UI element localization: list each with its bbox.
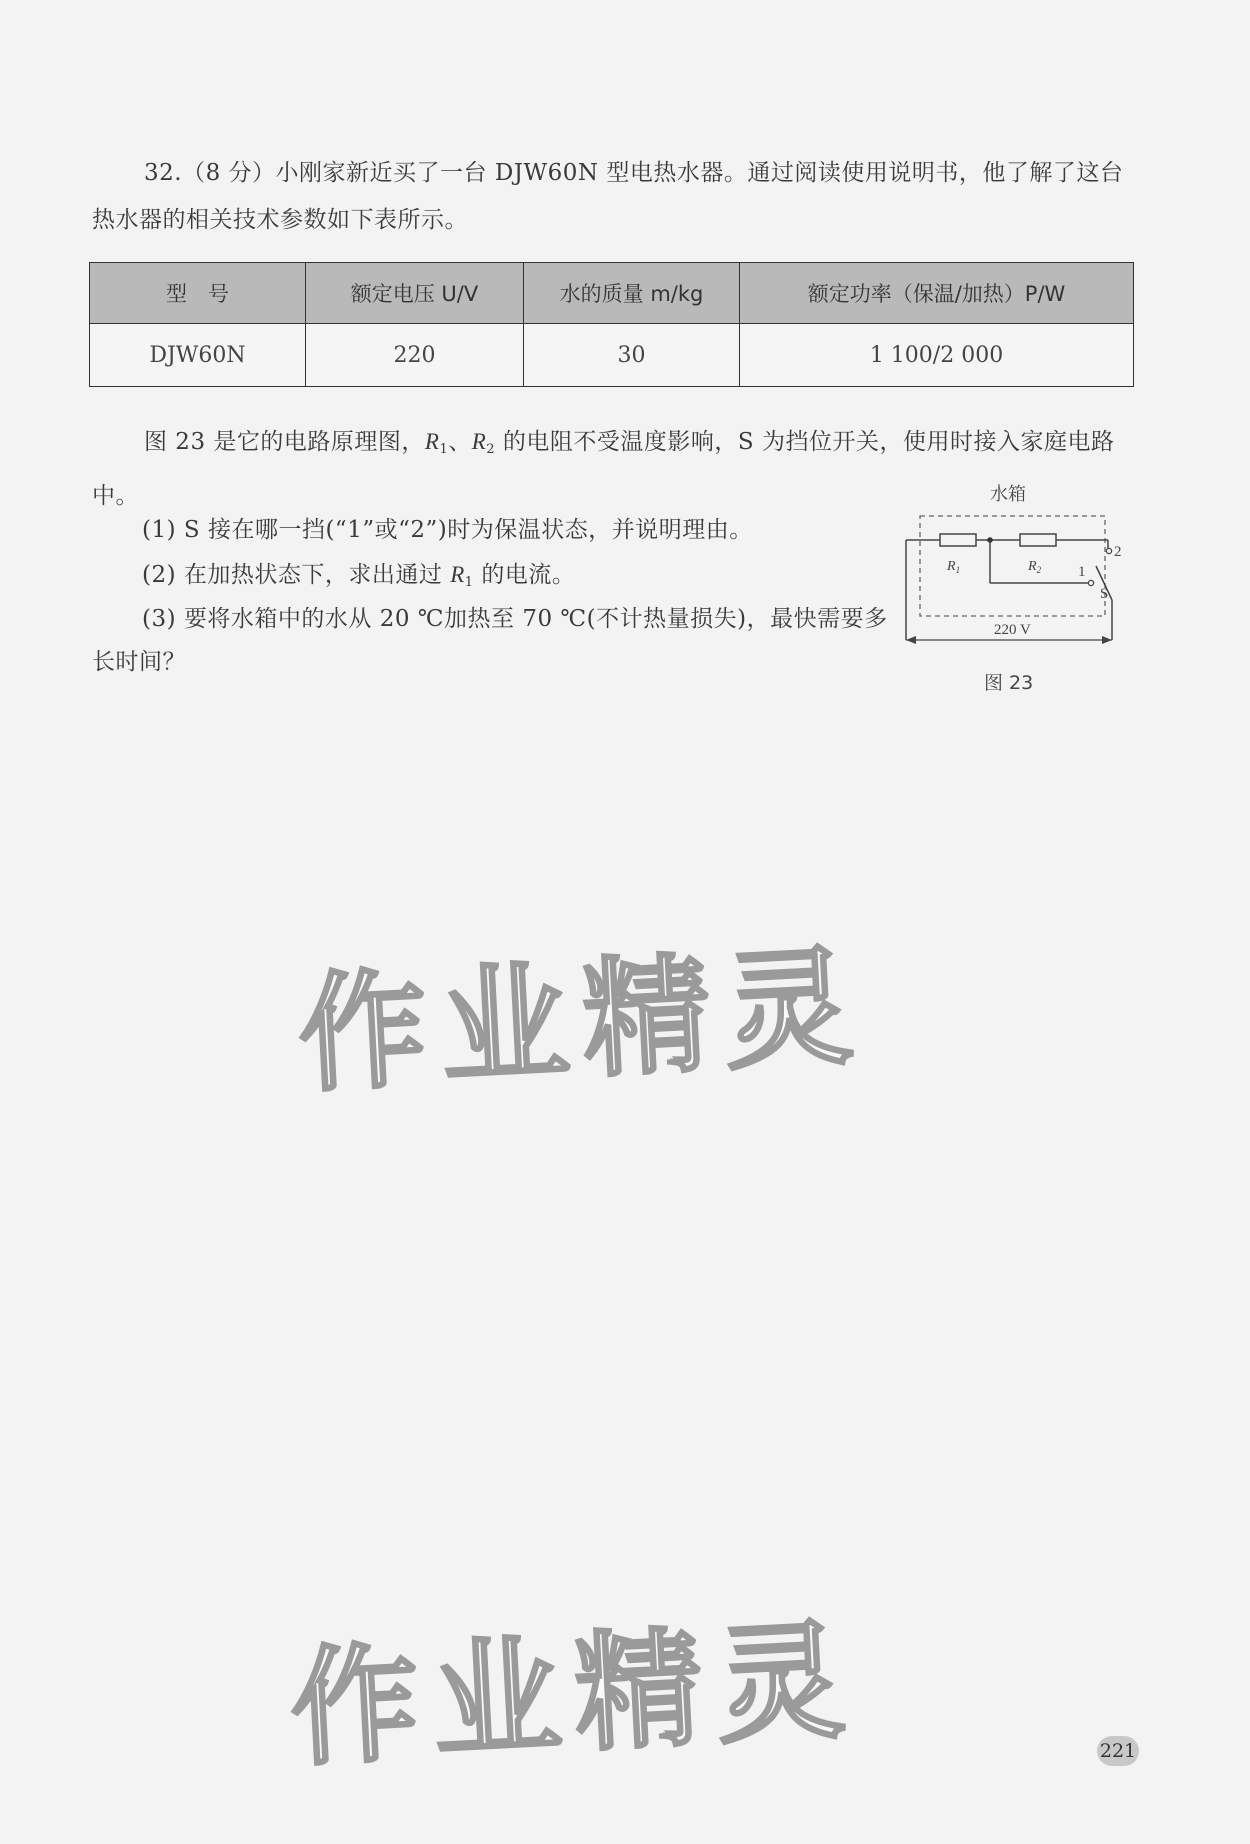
question-3: (3) 要将水箱中的水从 20 ℃加热至 70 ℃(不计热量损失)，最快需要多长时间？ bbox=[92, 606, 888, 675]
table-header-row bbox=[90, 263, 1134, 324]
desc-r1: R bbox=[424, 429, 440, 454]
header-power: 额定功率（保温/加热）P/W bbox=[740, 263, 1134, 324]
q2-r1: R bbox=[450, 562, 465, 587]
switch-pos-1: 1 bbox=[1078, 564, 1086, 580]
r2-label: $R_2$ bbox=[1028, 559, 1042, 575]
r1-label: $R_1$ bbox=[947, 559, 961, 575]
switch-pos-2: 2 bbox=[1114, 544, 1122, 560]
page-number: 221 bbox=[1097, 1736, 1139, 1766]
cell-model: DJW60N bbox=[90, 324, 306, 387]
q2-r1-sub: 1 bbox=[464, 575, 474, 590]
arrow-left-icon bbox=[906, 636, 916, 644]
switch-label: S bbox=[1100, 586, 1109, 602]
desc-sep: 、 bbox=[448, 429, 472, 455]
cell-voltage: 220 bbox=[306, 324, 524, 387]
voltage-label: 220 V bbox=[994, 622, 1031, 638]
figure-caption: 图 23 bbox=[984, 672, 1034, 694]
tank-label: 水箱 bbox=[990, 484, 1026, 505]
header-voltage: 额定电压 U/V bbox=[306, 263, 524, 324]
cell-mass: 30 bbox=[524, 324, 740, 387]
watermark-1: 作业精灵 bbox=[295, 932, 871, 1111]
question-1: (1) S 接在哪一挡(“1”或“2”)时为保温状态，并说明理由。 bbox=[142, 517, 753, 543]
desc-text-b: 的电阻不受温度影响，S 为挡位开关，使用时接入家庭电路中。 bbox=[92, 429, 1115, 509]
header-mass: 水的质量 m/kg bbox=[524, 263, 740, 324]
header-model: 型 号 bbox=[90, 263, 306, 324]
question-2 bbox=[142, 555, 575, 603]
desc-r1-sub: 1 bbox=[439, 442, 449, 457]
table-row bbox=[90, 324, 1134, 387]
desc-r2-sub: 2 bbox=[486, 442, 496, 457]
arrow-right-icon bbox=[1102, 636, 1112, 644]
spec-table bbox=[89, 262, 1134, 387]
contact-1 bbox=[1088, 580, 1093, 585]
cell-power: 1 100/2 000 bbox=[740, 324, 1134, 387]
q2-text-a: (2) 在加热状态下，求出通过 bbox=[142, 562, 451, 588]
q2-text-b: 的电流。 bbox=[473, 562, 576, 588]
watermark-2: 作业精灵 bbox=[287, 1606, 863, 1785]
problem-intro: 32.（8 分）小刚家新近买了一台 DJW60N 型电热水器。通过阅读使用说明书，他了解了这台热水器的相关技术参数如下表所示。 bbox=[92, 160, 1124, 233]
contact-2 bbox=[1106, 548, 1111, 553]
desc-r2: R bbox=[471, 429, 487, 454]
resistor-r1 bbox=[940, 534, 976, 546]
desc-text-a: 图 23 是它的电路原理图， bbox=[144, 429, 425, 455]
resistor-r2 bbox=[1020, 534, 1056, 546]
